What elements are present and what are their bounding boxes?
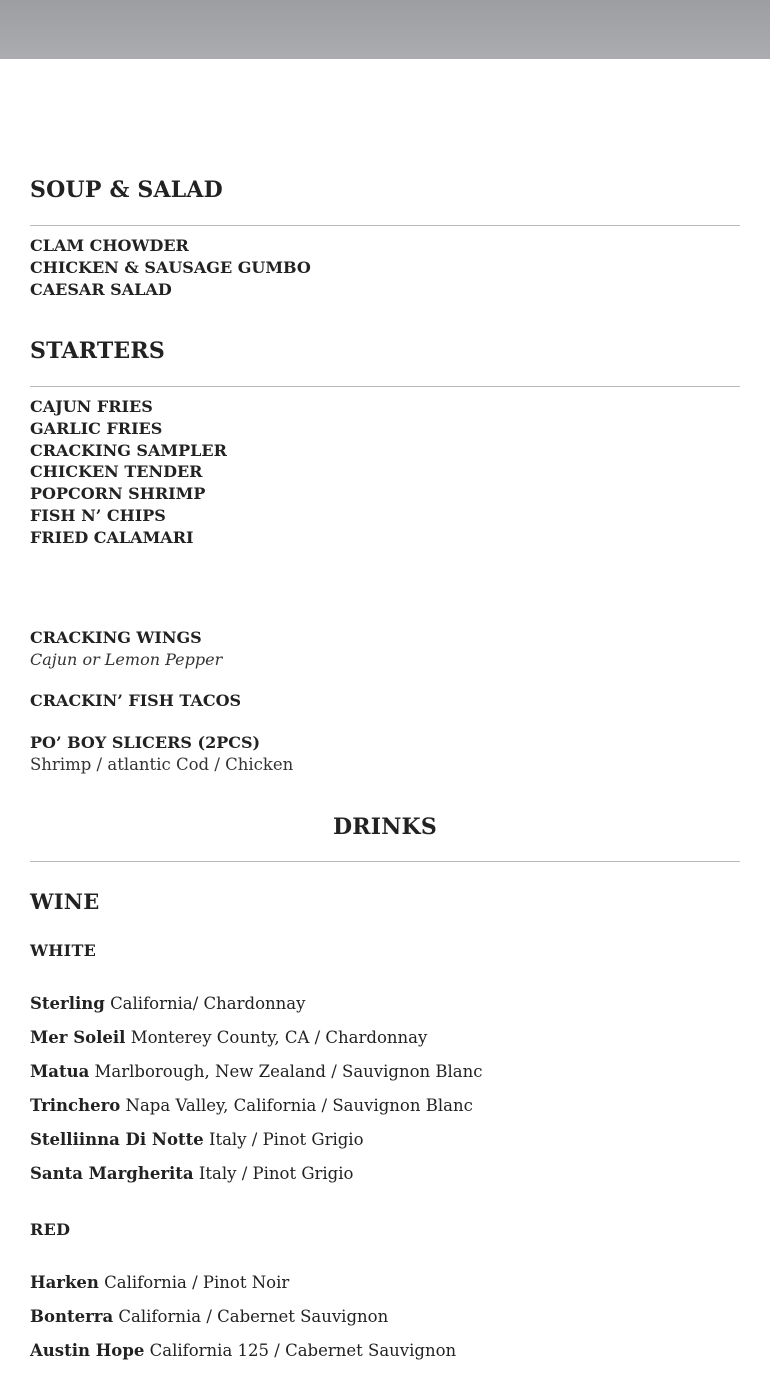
menu-item: FISH N’ CHIPS — [30, 505, 166, 525]
wine-row — [30, 1273, 456, 1307]
wine-name: Sterling — [30, 994, 105, 1013]
menu-item-wings — [30, 627, 222, 671]
wine-desc: Italy / Pinot Grigio — [208, 1130, 364, 1149]
wine-name: Trinchero — [30, 1096, 121, 1115]
wine-row — [30, 1341, 456, 1375]
wine-row — [30, 1062, 483, 1096]
top-header-bar — [0, 0, 770, 59]
wine-desc: Marlborough, New Zealand / Sauvignon Blanc — [94, 1062, 483, 1081]
wine-desc: California 125 / Cabernet Sauvignon — [149, 1341, 457, 1360]
divider — [30, 386, 740, 387]
white-wine-label: WHITE — [30, 941, 97, 960]
menu-item-name: CRACKING WINGS — [30, 628, 202, 647]
wine-row — [30, 1164, 483, 1198]
divider — [30, 225, 740, 226]
menu-item: CAJUN FRIES — [30, 397, 153, 416]
wine-desc: Monterey County, CA / Chardonnay — [130, 1028, 428, 1047]
white-wine-list — [30, 994, 483, 1198]
wine-name: Austin Hope — [30, 1341, 145, 1360]
wine-row — [30, 994, 483, 1028]
menu-item-note: Shrimp / atlantic Cod / Chicken — [30, 754, 294, 774]
section-title-drinks: DRINKS — [333, 814, 437, 840]
section-title-soup-salad: SOUP & SALAD — [30, 177, 223, 203]
menu-item: CLAM CHOWDER — [30, 236, 189, 255]
soup-salad-list — [30, 235, 311, 300]
wine-name: Santa Margherita — [30, 1164, 194, 1183]
menu-item: POPCORN SHRIMP — [30, 484, 206, 504]
menu-item: CHICKEN & SAUSAGE GUMBO — [30, 257, 311, 277]
menu-item: FRIED CALAMARI — [30, 527, 194, 547]
divider — [30, 861, 740, 862]
wine-desc: California / Pinot Noir — [104, 1273, 290, 1292]
wine-row — [30, 1307, 456, 1341]
wine-name: Matua — [30, 1062, 90, 1081]
menu-item-tacos — [30, 690, 241, 712]
wine-desc: California/ Chardonnay — [110, 994, 306, 1013]
wine-row — [30, 1130, 483, 1164]
menu-item: CHICKEN TENDER — [30, 462, 203, 482]
red-wine-list — [30, 1273, 456, 1375]
menu-item: CAESAR SALAD — [30, 279, 172, 299]
wine-row — [30, 1028, 483, 1062]
starters-list — [30, 396, 227, 549]
menu-item-note: Cajun or Lemon Pepper — [30, 649, 223, 669]
wine-desc: California / Cabernet Sauvignon — [118, 1307, 389, 1326]
wine-name: Harken — [30, 1273, 99, 1292]
wine-desc: Italy / Pinot Grigio — [198, 1164, 354, 1183]
menu-item: GARLIC FRIES — [30, 418, 163, 438]
wine-name: Stelliinna Di Notte — [30, 1130, 204, 1149]
menu-item-name: PO’ BOY SLICERS (2PCS) — [30, 733, 261, 752]
wine-name: Mer Soleil — [30, 1028, 126, 1047]
wine-desc: Napa Valley, California / Sauvignon Blanc — [125, 1096, 473, 1115]
menu-item-poboy — [30, 732, 293, 776]
wine-name: Bonterra — [30, 1307, 114, 1326]
menu-item-name: CRACKIN’ FISH TACOS — [30, 691, 242, 710]
wine-title: WINE — [30, 889, 100, 914]
wine-row — [30, 1096, 483, 1130]
red-wine-label: RED — [30, 1220, 71, 1239]
menu-item: CRACKING SAMPLER — [30, 440, 227, 460]
section-title-starters: STARTERS — [30, 338, 165, 364]
